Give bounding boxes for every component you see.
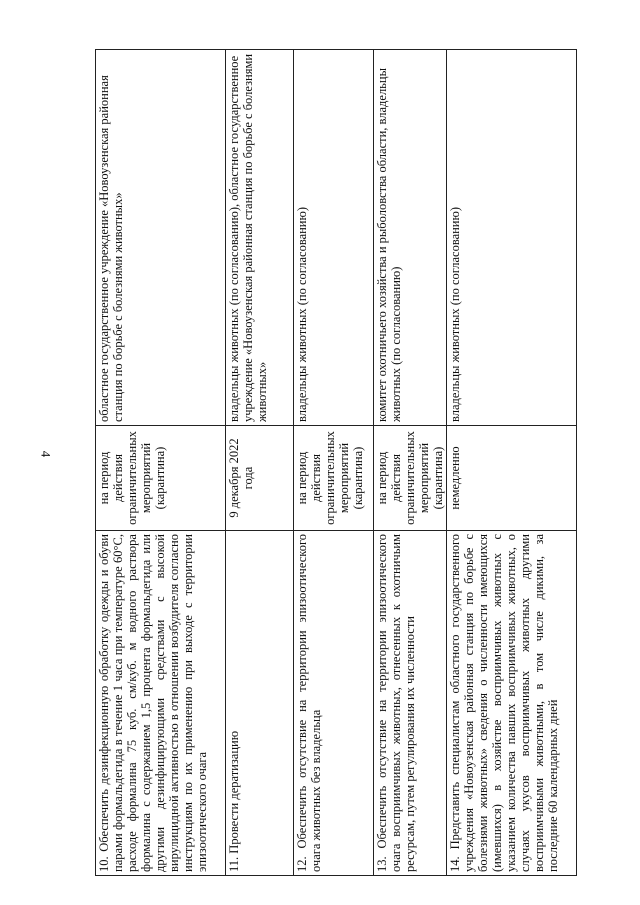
measure-text: Обеспечить отсутствие на территории эпизоотического очага животных без владельца <box>295 533 323 872</box>
row-number: 14. <box>448 856 462 872</box>
measure-text: Представить специалистам областного государственного учреждения «Новоузенская районная станция по борьбе с болезнями животных» сведения о численности имеющихся (имевшихся) в хозяйстве восприимчивых животных с указанием количества павших восприимчивых животных, о случаях укусов восприимчивых животных другими восприимчивыми животными, в том числе дикими, за последние 60 календарных дней <box>448 533 560 872</box>
measure-cell <box>447 531 577 876</box>
responsible-cell: владельцы животных (по согласованию) <box>294 50 374 426</box>
measures-table <box>95 49 577 876</box>
term-cell: 9 декабря 2022 года <box>226 426 294 531</box>
row-number: 12. <box>295 856 309 872</box>
table-row <box>96 50 226 876</box>
table-row <box>374 50 447 876</box>
row-number: 10. <box>97 856 111 872</box>
row-number: 11. <box>227 856 241 872</box>
responsible-cell: владельцы животных (по согласованию), областное государственное учреждение «Новоузенская районная станция по борьбе с болезнями животных» <box>226 50 294 426</box>
responsible-cell: областное государственное учреждение «Новоузенская районная станция по борьбе с болезнями животных» <box>96 50 226 426</box>
measure-cell <box>294 531 374 876</box>
term-cell: немедленно <box>447 426 577 531</box>
row-number: 13. <box>375 856 389 872</box>
measure-cell <box>96 531 226 876</box>
responsible-cell: комитет охотничьего хозяйства и рыболовства области, владельцы животных (по согласованию) <box>374 50 447 426</box>
table-row <box>294 50 374 876</box>
measure-cell <box>374 531 447 876</box>
measure-text: Обеспечить дезинфекционную обработку одежды и обуви парами формальдегида в течение 1 часа при температуре 60°С, расходе формалина 75 куб. см/куб. м водного раствора формалина с содержанием 1,5 процента формальдегида или другими дезинфицирующими средствами с высокой вирулицидной активностью в отношении возбудителя согласно инструкциям по их применению при выходе с территории эпизоотического очага <box>97 534 209 872</box>
term-cell: на период действия ограничительных мероприятий (карантина) <box>294 426 374 531</box>
measure-text: Обеспечить отсутствие на территории эпизоотического очага восприимчивых животных, отнесенных к охотничьим ресурсам, путем регулирования их численности <box>375 533 417 872</box>
measure-text: Провести дератизацию <box>227 730 241 854</box>
term-cell: на период действия ограничительных мероприятий (карантина) <box>374 426 447 531</box>
responsible-cell: владельцы животных (по согласованию) <box>447 50 577 426</box>
rotated-table-wrapper <box>95 50 575 876</box>
table-row <box>447 50 577 876</box>
term-cell: на период действия ограничительных мероприятий (карантина) <box>96 426 226 531</box>
measure-cell <box>226 531 294 876</box>
table-row <box>226 50 294 876</box>
page-number: 4 <box>38 450 54 458</box>
